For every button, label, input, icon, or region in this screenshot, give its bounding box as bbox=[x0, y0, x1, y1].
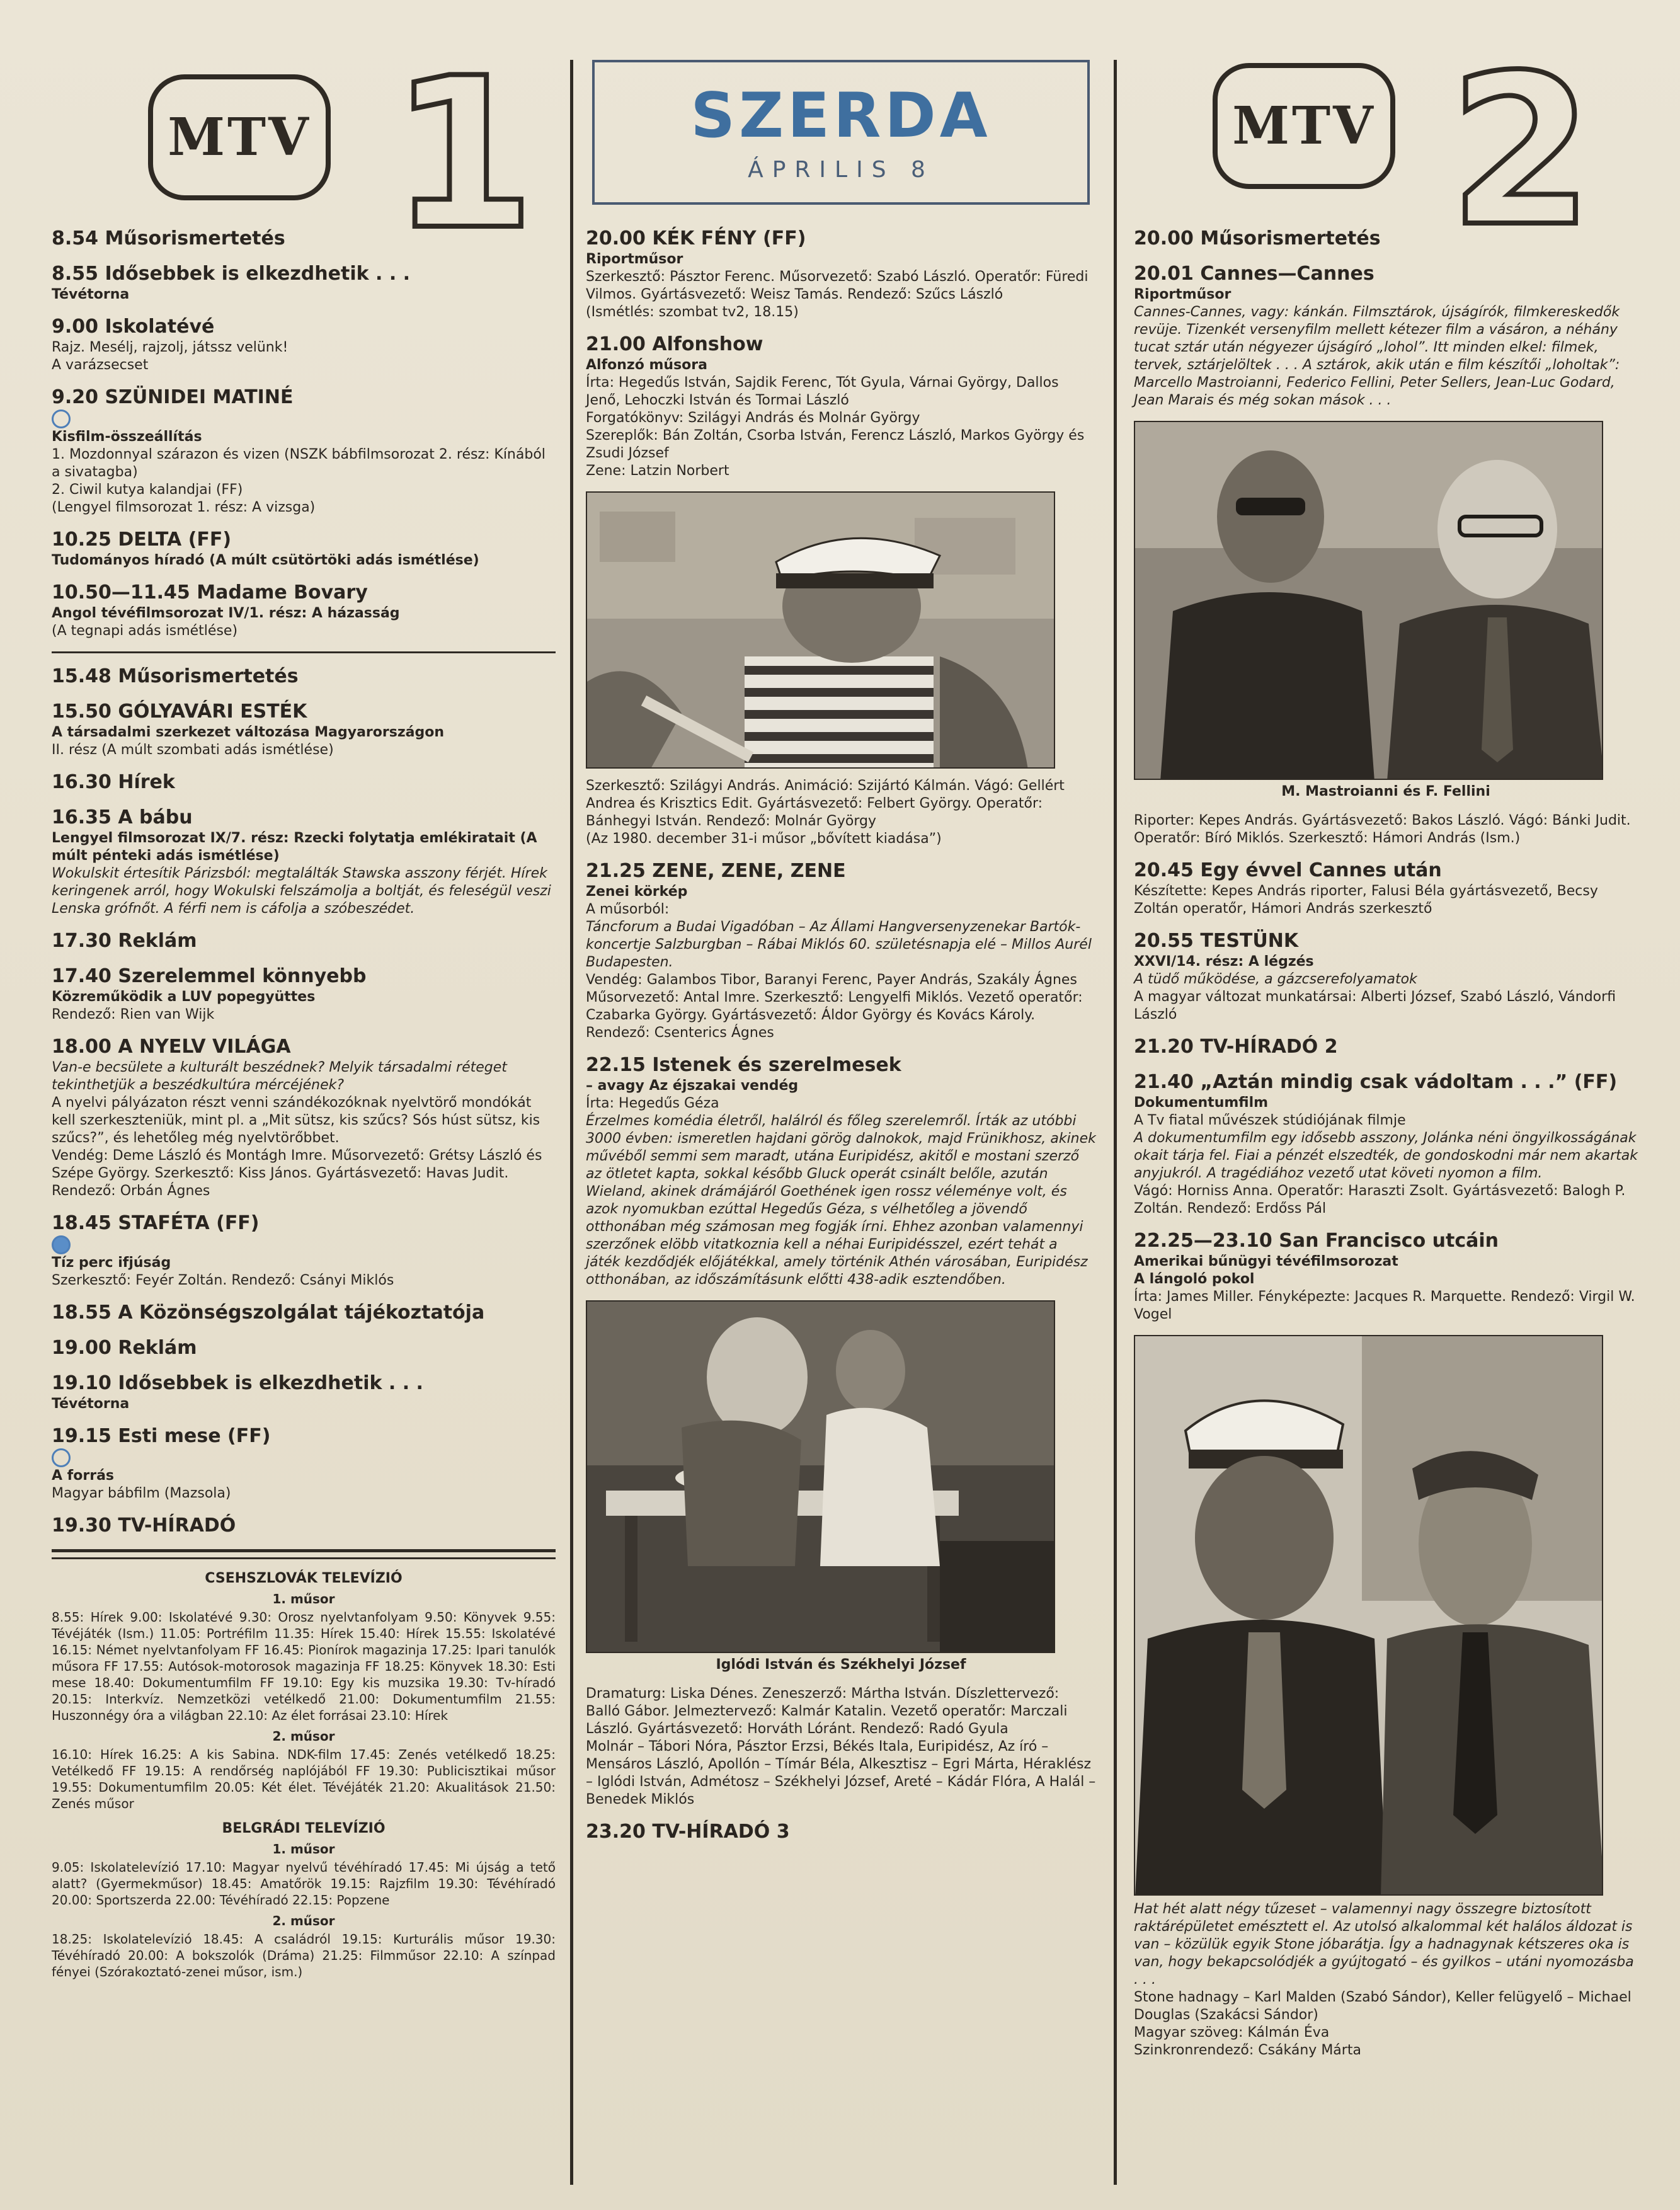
mtv1-logo-text: MTV bbox=[168, 107, 311, 168]
program-title: Iskolatévé bbox=[105, 316, 215, 338]
section-divider-thin bbox=[52, 1557, 556, 1559]
photo-alfonzo-image bbox=[587, 493, 1055, 769]
program-line: Tíz perc ifjúság bbox=[52, 1255, 171, 1271]
program-title: Idősebbek is elkezdhetik . . . bbox=[118, 1372, 423, 1394]
program-time: 20.00 bbox=[1134, 227, 1194, 249]
program-entry bbox=[52, 770, 556, 794]
program-time: 19.10 bbox=[52, 1372, 111, 1394]
program-time: 21.20 bbox=[1134, 1036, 1194, 1058]
program-title: TV-HÍRADÓ bbox=[118, 1514, 236, 1537]
program-entry-cannes bbox=[1134, 262, 1638, 409]
day-name: SZERDA bbox=[690, 80, 991, 152]
program-subtitle: – avagy Az éjszakai vendég bbox=[586, 1078, 799, 1094]
program-entry bbox=[52, 806, 556, 918]
program-title: Alfonshow bbox=[652, 333, 763, 355]
program-line: Rendező: Rien van Wijk bbox=[52, 1007, 215, 1022]
day-date: ÁPRILIS 8 bbox=[748, 157, 934, 183]
program-line: 1. Mozdonnyal szárazon és vizen (NSZK bábfilmsorozat 2. rész: Kínából a sivatagba) bbox=[52, 447, 546, 480]
program-description: Wokulskit értesítik Párizsból: megtalálták Stawska asszony férjét. Hírek keringenek arról, hogy Wokulski felszámolja a boltját, és feleségül veszi Lenska grófnőt. A férfi nem is cáfolja a szóbeszédet. bbox=[52, 866, 551, 917]
program-line: Tévétorna bbox=[52, 1396, 130, 1412]
program-line: Tudományos híradó (A múlt csütörtöki adás ismétlése) bbox=[52, 552, 479, 568]
program-subtitle: Zenei körkép bbox=[586, 884, 688, 900]
program-title: Istenek és szerelmesek bbox=[652, 1054, 901, 1076]
program-title: Műsorismertetés bbox=[118, 665, 299, 687]
circle-marker-icon bbox=[52, 409, 71, 428]
program-time: 17.40 bbox=[52, 965, 111, 987]
program-entry-alfonshow bbox=[586, 333, 1096, 480]
program-music: Zene: Latzin Norbert bbox=[586, 463, 729, 479]
program-line: (A tegnapi adás ismétlése) bbox=[52, 623, 238, 639]
program-subtitle: Riportműsor bbox=[1134, 287, 1231, 302]
program-entry-egy-evvel bbox=[1134, 859, 1638, 918]
program-line: Magyar bábfilm (Mazsola) bbox=[52, 1486, 231, 1501]
program-title: TV-HÍRADÓ 2 bbox=[1200, 1036, 1338, 1058]
column-divider-right bbox=[1114, 60, 1117, 2185]
program-title: Idősebbek is elkezdhetik . . . bbox=[105, 263, 411, 285]
program-entry bbox=[52, 700, 556, 759]
alfonshow-photo bbox=[586, 491, 1055, 769]
section-divider bbox=[52, 651, 556, 653]
cannes-credits bbox=[1134, 812, 1638, 847]
program-time: 15.48 bbox=[52, 665, 111, 687]
istenek-photo bbox=[586, 1300, 1055, 1653]
program-line: A Tv fiatal művészek stúdiójának filmje bbox=[1134, 1113, 1406, 1128]
program-time: 20.45 bbox=[1134, 859, 1194, 881]
program-time: 16.35 bbox=[52, 806, 111, 828]
program-credits: Riporter: Kepes András. Gyártásvezető: Bakos László. Vágó: Bánki Judit. Operatőr: Bíró Miklós. Szerkesztő: Hámori András (Ism.) bbox=[1134, 813, 1631, 846]
mtv1-logo bbox=[148, 74, 331, 200]
program-line: Angol tévéfilmsorozat IV/1. rész: A házasság bbox=[52, 605, 400, 621]
photo-mastroianni-fellini-image bbox=[1135, 422, 1603, 780]
program-time: 17.30 bbox=[52, 930, 111, 952]
circle-marker-icon bbox=[52, 1235, 71, 1254]
program-time: 8.54 bbox=[52, 227, 99, 249]
foreign-tv-section bbox=[52, 1571, 556, 1980]
program-title: Reklám bbox=[118, 930, 197, 952]
program-title: Egy évvel Cannes után bbox=[1200, 859, 1442, 881]
program-time: 23.20 bbox=[586, 1821, 646, 1843]
program-cast: Stone hadnagy – Karl Malden (Szabó Sándor), Keller felügyelő – Michael Douglas (Szakácsi Sándor) bbox=[1134, 1990, 1631, 2023]
program-time: 9.20 bbox=[52, 386, 99, 408]
czech-program2-text: 16.10: Hírek 16.25: A kis Sabina. NDK-film 17.45: Zenés vetélkedő 18.25: Vetélkedő FF 19.15: A rendőrség naplójából FF 19.30: Publicisztikai műsor 19.55: Dokumentumfilm 20.05: Két élet. Tévéjáték 21.20: Akualitások 21.50: Zenés műsor bbox=[52, 1747, 556, 1811]
mtv2-logo bbox=[1213, 63, 1395, 189]
program-time: 10.25 bbox=[52, 529, 111, 551]
program-description: A tüdő működése, a gázcserefolyamatok bbox=[1134, 971, 1417, 987]
program-credits: Írta: Hegedűs István, Sajdik Ferenc, Tót Gyula, Várnai György, Dallos Jenő, Lehoczki István és Tormai László bbox=[586, 375, 1059, 408]
czech-program2-label: 2. műsor bbox=[272, 1729, 335, 1744]
program-subtitle: Amerikai bűnügyi tévéfilmsorozat bbox=[1134, 1254, 1398, 1269]
program-line: A forrás bbox=[52, 1468, 115, 1484]
program-entry bbox=[52, 665, 556, 689]
program-note: (Ismétlés: szombat tv2, 18.15) bbox=[586, 304, 799, 320]
program-time: 16.30 bbox=[52, 771, 111, 793]
program-time: 18.45 bbox=[52, 1212, 111, 1234]
program-cast: Szereplők: Bán Zoltán, Csorba István, Ferencz László, Markos György és Zsudi József bbox=[586, 428, 1085, 461]
program-title: ZENE, ZENE, ZENE bbox=[652, 860, 846, 882]
photo-malden-douglas-image bbox=[1135, 1336, 1603, 1896]
program-line: A varázsecset bbox=[52, 357, 149, 373]
program-entry bbox=[52, 1371, 556, 1413]
channel1-program-list bbox=[52, 227, 556, 1538]
program-entry bbox=[52, 528, 556, 570]
istenek-credits bbox=[586, 1685, 1096, 1809]
program-entry bbox=[52, 581, 556, 640]
program-time: 10.50—11.45 bbox=[52, 581, 190, 604]
program-time: 21.40 bbox=[1134, 1071, 1194, 1093]
program-line: Kisfilm-összeállítás bbox=[52, 429, 202, 445]
channel1-column bbox=[52, 227, 556, 2185]
program-title: TV-HÍRADÓ 3 bbox=[652, 1821, 790, 1843]
program-entry bbox=[52, 965, 556, 1024]
program-credits: Vágó: Horniss Anna. Operatőr: Haraszti Zsolt. Gyártásvezető: Balogh P. Zoltán. Rendező: Erdőss Pál bbox=[1134, 1183, 1626, 1217]
program-entry-tvhirado3 bbox=[586, 1820, 1096, 1844]
program-title: Szerelemmel könnyebb bbox=[118, 965, 367, 987]
czech-tv-title: CSEHSZLOVÁK TELEVÍZIÓ bbox=[205, 1571, 403, 1586]
program-title: Cannes—Cannes bbox=[1200, 263, 1374, 285]
circle-marker-icon bbox=[52, 1448, 71, 1467]
program-line: Szerkesztő: Feyér Zoltán. Rendező: Csányi Miklós bbox=[52, 1273, 394, 1288]
program-entry bbox=[52, 1514, 556, 1538]
program-subtitle: Alfonzó műsora bbox=[586, 357, 707, 373]
belgrade-program1-label: 1. műsor bbox=[272, 1841, 335, 1857]
program-line: 2. Ciwil kutya kalandjai (FF) bbox=[52, 482, 243, 498]
program-time: 8.55 bbox=[52, 263, 99, 285]
program-subtitle: XXVI/14. rész: A légzés bbox=[1134, 954, 1314, 970]
program-time: 15.50 bbox=[52, 701, 111, 723]
program-time: 19.30 bbox=[52, 1514, 111, 1537]
program-credits: A nyelvi pályázaton részt venni szándékozóknak nyelvtörő mondókát kell szerkeszteniük, mint pl. a „Mit sütsz, kis szűcs? Sós húst sütsz, kis szűcs?”, és lehetőleg még nyelvtörőbbet. bbox=[52, 1095, 540, 1146]
program-line: II. rész (A múlt szombati adás ismétlése) bbox=[52, 742, 334, 758]
program-episode: A lángoló pokol bbox=[1134, 1271, 1255, 1287]
program-entry bbox=[52, 1424, 556, 1503]
program-time: 21.25 bbox=[586, 860, 646, 882]
program-description: A dokumentumfilm egy idősebb asszony, Jolánka néni öngyilkosságának okait tárja fel. Fiai a pénzét elszedték, de gondoskodni már nem akartak anyjukról. A tragédiához vezető utat követi nyomon a film. bbox=[1134, 1130, 1638, 1181]
program-entry bbox=[52, 262, 556, 304]
program-credits: Írta: James Miller. Fényképezte: Jacques R. Marquette. Rendező: Virgil W. Vogel bbox=[1134, 1289, 1635, 1322]
program-line: A műsorból: bbox=[586, 902, 670, 917]
program-credits: Műsorvezető: Antal Imre. Szerkesztő: Lengyelfi Miklós. Vezető operatőr: Czabarka György. Gyártásvezető: Áldor György és Kovács Károly. Rendező: Csenterics Ágnes bbox=[586, 990, 1083, 1041]
program-line: Közreműködik a LUV popegyüttes bbox=[52, 989, 316, 1005]
program-title: A bábu bbox=[118, 806, 193, 828]
program-title: Esti mese (FF) bbox=[118, 1425, 271, 1447]
program-time: 18.55 bbox=[52, 1302, 111, 1324]
column-divider-left bbox=[570, 60, 573, 2185]
program-subtitle: Riportműsor bbox=[586, 251, 683, 267]
program-time: 20.55 bbox=[1134, 930, 1194, 952]
program-time: 21.00 bbox=[586, 333, 646, 355]
san-francisco-description bbox=[1134, 1901, 1638, 2059]
istenek-photo-caption: Iglódi István és Székhelyi József bbox=[716, 1657, 966, 1673]
program-time: 19.15 bbox=[52, 1425, 111, 1447]
program-time: 20.00 bbox=[586, 227, 646, 249]
channel2-column bbox=[1134, 227, 1638, 2185]
program-title: San Francisco utcáin bbox=[1279, 1230, 1499, 1252]
program-title: A NYELV VILÁGA bbox=[118, 1036, 291, 1058]
program-credits: Szerkesztő: Pásztor Ferenc. Műsorvezető: Szabó László. Operatőr: Füredi Vilmos. Gyártásvezető: Weisz Tamás. Rendező: Szűcs László bbox=[586, 269, 1089, 302]
program-description: Cannes-Cannes, vagy: kánkán. Filmsztárok, újságírók, filmkereskedők revüje. Tizenkét versenyfilm mellett kétezer film a vásáron, a néhány tucat sztár után négyezer újságíró „lohol”. Itt minden elkel: filmek, tervek, sztárjelöltek . . . A sztárok, akik után e film készítői „loholtak”: Marcello Mastroianni, Federico Fellini, Peter Sellers, Jean-Luc Godard, Jean Marais és még sokan mások . . . bbox=[1134, 304, 1620, 408]
program-entry-istenek bbox=[586, 1053, 1096, 1289]
program-line: (Lengyel filmsorozat 1. rész: A vizsga) bbox=[52, 500, 316, 515]
program-line: Lengyel filmsorozat IX/7. rész: Rzecki folytatja emlékiratait (A múlt pénteki adás ismétlése) bbox=[52, 830, 537, 864]
program-time: 22.15 bbox=[586, 1054, 646, 1076]
program-description: Van-e becsülete a kulturált beszédnek? Melyik társadalmi réteget tekinthetjük a beszédkultúra mércéjének? bbox=[52, 1060, 507, 1093]
program-title: Műsorismertetés bbox=[105, 227, 285, 249]
program-title: GÓLYAVÁRI ESTÉK bbox=[118, 701, 307, 723]
program-note: (Az 1980. december 31-i műsor „bővített kiadása”) bbox=[586, 831, 942, 847]
program-cast: Molnár – Tábori Nóra, Pásztor Erzsi, Békés Itala, Euripidész, Az író – Mensáros László, Apollón – Tímár Béla, Alkesztisz – Egri Márta, Héraklész – Iglódi István, Admétosz – Székhelyi József, Areté – Kádár Flóra, A Halál – Benedek Miklós bbox=[586, 1739, 1096, 1807]
program-time: 18.00 bbox=[52, 1036, 111, 1058]
program-title: Madame Bovary bbox=[197, 581, 368, 604]
program-entry-zene bbox=[586, 859, 1096, 1042]
program-credits: Magyar szöveg: Kálmán Éva bbox=[1134, 2025, 1330, 2041]
program-line: Rajz. Mesélj, rajzolj, játssz velünk! bbox=[52, 340, 289, 355]
program-title: Hírek bbox=[118, 771, 175, 793]
program-entry bbox=[52, 227, 556, 251]
program-entry-tvhirado2 bbox=[1134, 1035, 1638, 1059]
program-credits: Dramaturg: Liska Dénes. Zeneszerző: Mártha István. Díszlettervező: Balló Gábor. Jelmeztervező: Kalmár Katalin. Vezető operatőr: Marczali László. Gyártásvezető: Horváth Lóránt. Rendező: Radó Gyula bbox=[586, 1686, 1068, 1737]
program-subtitle: Dokumentumfilm bbox=[1134, 1095, 1269, 1111]
program-description: Táncforum a Budai Vigadóban – Az Állami Hangversenyzenekar Bartók-koncertje Salzburgban – Rábai Miklós 60. születésnapja elé – Millos Aurél Budapesten. bbox=[586, 919, 1092, 970]
section-divider bbox=[52, 1549, 556, 1552]
program-title: STAFÉTA (FF) bbox=[118, 1212, 260, 1234]
program-title: SZÜNIDEI MATINÉ bbox=[105, 386, 294, 408]
program-credits: Vendég: Deme László és Montágh Imre. Műsorvezető: Grétsy László és Szépe György. Szerkesztő: Kiss János. Gyártásvezető: Havas Judit. Rendező: Orbán Ágnes bbox=[52, 1148, 542, 1199]
program-entry bbox=[52, 1336, 556, 1360]
program-credits: Szinkronrendező: Csákány Márta bbox=[1134, 2042, 1361, 2058]
mtv2-logo-text: MTV bbox=[1232, 96, 1376, 156]
program-credits: Készítette: Kepes András riporter, Falusi Béla gyártásvezető, Becsy Zoltán operatőr, Hámori András szerkesztő bbox=[1134, 883, 1598, 917]
program-entry-testunk bbox=[1134, 929, 1638, 1024]
program-entry bbox=[52, 929, 556, 953]
program-title: Műsorismertetés bbox=[1200, 227, 1381, 249]
program-title: A Közönségszolgálat tájékoztatója bbox=[118, 1302, 485, 1324]
channel-2-numeral: 2 bbox=[1449, 30, 1594, 272]
program-time: 22.25—23.10 bbox=[1134, 1230, 1272, 1252]
cannes-photo-caption: M. Mastroianni és F. Fellini bbox=[1281, 784, 1490, 799]
belgrade-program2-label: 2. műsor bbox=[272, 1913, 335, 1928]
day-header-box bbox=[592, 60, 1090, 205]
photo-iglodi-szekhelyi-image bbox=[587, 1302, 1055, 1653]
program-line: Tévétorna bbox=[52, 287, 130, 302]
channel-middle-column bbox=[586, 227, 1096, 2185]
program-entry-san-francisco bbox=[1134, 1229, 1638, 1324]
program-entry bbox=[52, 1211, 556, 1290]
cannes-photo bbox=[1134, 421, 1603, 780]
program-title: TESTÜNK bbox=[1200, 930, 1299, 952]
program-entry bbox=[52, 1301, 556, 1325]
program-time: 19.00 bbox=[52, 1337, 111, 1359]
program-entry-aztan bbox=[1134, 1070, 1638, 1218]
program-title: Reklám bbox=[118, 1337, 197, 1359]
program-entry bbox=[52, 1035, 556, 1200]
belgrade-program1-text: 9.05: Iskolatelevízió 17.10: Magyar nyelvű tévéhíradó 17.45: Mi újság a tető alatt? (Gyermekműsor) 18.45: Amatőrök 19.15: Rajzfilm 19.30: Tévéhíradó 20.00: Sportszerda 22.00: Tévéhíradó 22.15: Popzene bbox=[52, 1860, 556, 1908]
belgrade-program2-text: 18.25: Iskolatelevízió 18.45: A családról 19.15: Kurturális műsor 19.30: Tévéhíradó 20.00: A bokszolók (Dráma) 21.25: Filmműsor 22.10: A színpad fényei (Szórakoztató-zenei műsor, ism.) bbox=[52, 1932, 556, 1979]
channel-1-numeral: 1 bbox=[391, 33, 535, 275]
program-credits: Forgatókönyv: Szilágyi András és Molnár György bbox=[586, 410, 920, 426]
program-entry-kek-feny bbox=[586, 227, 1096, 321]
czech-program1-label: 1. műsor bbox=[272, 1591, 335, 1606]
belgrade-tv-title: BELGRÁDI TELEVÍZIÓ bbox=[222, 1821, 386, 1836]
san-francisco-photo bbox=[1134, 1335, 1603, 1896]
program-entry bbox=[52, 386, 556, 517]
program-title: DELTA (FF) bbox=[118, 529, 232, 551]
program-title: KÉK FÉNY (FF) bbox=[652, 227, 806, 249]
program-time: 9.00 bbox=[52, 316, 99, 338]
program-description: Hat hét alatt négy tűzeset – valamennyi nagy összegre biztosított raktárépületet emésztett el. Az utolsó alkalommal két halálos áldozat is van – közülük egyik Stone jóbarátja. Így a hadnagynak kétszeres oka is van, hogy bekapcsolódjék a gyújtogató – és gyilkos – utáni nyomozásba . . . bbox=[1134, 1901, 1634, 1988]
program-line: A társadalmi szerkezet változása Magyarországon bbox=[52, 724, 444, 740]
program-entry-musorismertetes bbox=[1134, 227, 1638, 251]
program-time: 20.01 bbox=[1134, 263, 1194, 285]
program-credits: A magyar változat munkatársai: Alberti József, Szabó László, Vándorfi László bbox=[1134, 989, 1616, 1022]
program-credits: Szerkesztő: Szilágyi András. Animáció: Szijártó Kálmán. Vágó: Gellért Andrea és Krisztics Edit. Gyártásvezető: Felbert György. Operatőr: Bánhegyi István. Rendező: Molnár György bbox=[586, 778, 1065, 829]
czech-program1-text: 8.55: Hírek 9.00: Iskolatévé 9.30: Orosz nyelvtanfolyam 9.50: Könyvek 9.55: Tévéjáték (Ism.) 11.05: Portréfilm 11.35: Hírek 15.40: Hírek 15.55: Iskolatévé 16.15: Német nyelvtanfolyam FF 16.45: Pionírok magazinja 17.25: Ipari tanulók műsora FF 17.55: Autósok-motorosok magazinja FF 18.25: Könyvek 18.30: Esti mese 18.40: Dokumentumfilm FF 19.10: Egy kis muzsika 19.30: Tv-híradó 20.15: Interkvíz. Nemzetközi vetélkedő 21.00: Dokumentumfilm 21.55: Huszonnégy óra a világban 22.10: Az élet forrásai 23.10: Hírek bbox=[52, 1610, 556, 1723]
program-author: Írta: Hegedűs Géza bbox=[586, 1096, 719, 1111]
program-guests: Vendég: Galambos Tibor, Baranyi Ferenc, Payer András, Szakály Ágnes bbox=[586, 972, 1077, 988]
alfonshow-credits bbox=[586, 777, 1096, 848]
program-entry bbox=[52, 315, 556, 374]
program-title: „Aztán mindig csak vádoltam . . .” (FF) bbox=[1200, 1071, 1618, 1093]
program-description: Érzelmes komédia életről, halálról és főleg szerelemről. Írták az utóbbi 3000 évben: ismeretlen hajdani görög dalnokok, majd Frünikhosz, akinek művéből semmi sem maradt, utána Euripidész, akitől e mostani szerző az ötletet kapta, sokkal később Gluck operát csinált belőle, azután Wieland, akinek drámájáról Goethének igen rossz véleménye volt, és azok nyomukban ezúttal Hegedűs Géza, s vélhetőleg a jövendő otthonában még számosan meg fogják írni. Ehhez azonban valamennyi szerzőnek elöbb vitatkoznia kell a néhai Euripidésszel, ezért tehát a játék kezdődjék előjátékkal, amely történik Athén városában, Euripidész otthonában, az időszámításunk előtti 438-adik esztendőben. bbox=[586, 1113, 1096, 1288]
